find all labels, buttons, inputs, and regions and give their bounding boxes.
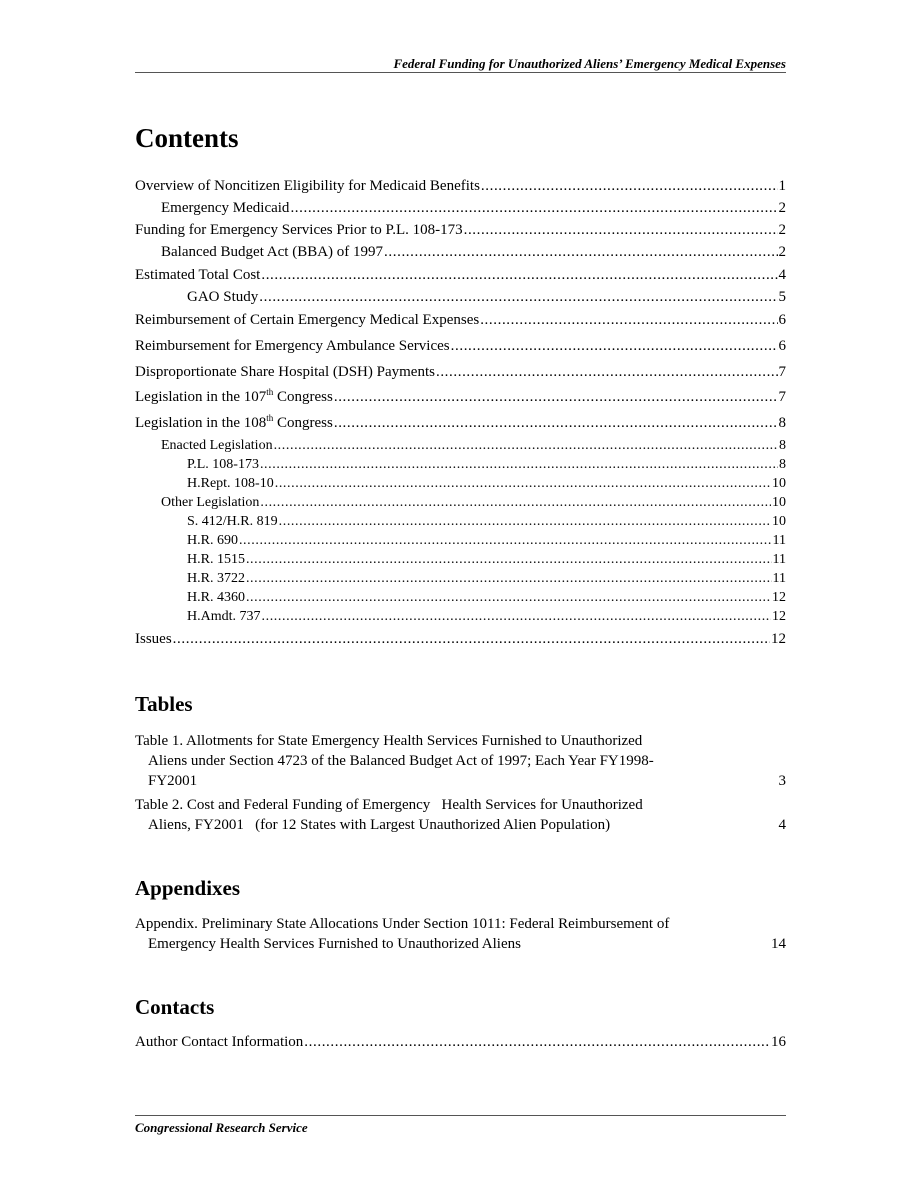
toc-entry-balanced-budget-act[interactable] — [135, 243, 786, 261]
toc-label: FY2001 — [148, 773, 198, 789]
toc-label: P.L. 108-173 — [187, 457, 259, 472]
toc-label-line: Table 2. Cost and Federal Funding of Emergency Health Services for Unauthorized — [135, 797, 643, 813]
toc-label: Estimated Total Cost — [135, 267, 261, 283]
toc-entry-reimbursement-ambulance[interactable] — [135, 337, 786, 355]
toc-page-number: 12 — [771, 631, 786, 647]
contacts-title: Contacts — [135, 995, 215, 1019]
toc-entry-hr-690[interactable] — [135, 532, 786, 550]
toc-leader — [275, 475, 771, 493]
toc-label: Aliens, FY2001 (for 12 States with Largest Unauthorized Alien Population) — [148, 817, 611, 833]
toc-label: H.R. 1515 — [187, 552, 245, 567]
toc-leader — [261, 266, 777, 284]
toc-leader — [246, 570, 772, 588]
toc-label: S. 412/H.R. 819 — [187, 514, 278, 529]
toc-page-number: 11 — [772, 533, 786, 548]
toc-entry-s-412-hr-819[interactable] — [135, 513, 786, 531]
toc-leader — [480, 311, 777, 329]
toc-page-number: 16 — [771, 1034, 786, 1050]
toc-leader — [334, 388, 778, 406]
toc-label-text: Legislation in the 108 — [135, 415, 267, 431]
toc-label-text: Legislation in the 107 — [135, 389, 267, 405]
toc-label: H.R. 690 — [187, 533, 238, 548]
header-rule — [135, 72, 786, 73]
toc-entry-legislation-108th[interactable] — [135, 414, 786, 432]
toc-page-number: 1 — [778, 178, 786, 194]
toc-page-number: 8 — [778, 415, 786, 431]
toc-label: GAO Study — [187, 289, 259, 305]
toc-leader — [259, 288, 777, 306]
toc-entry-emergency-medicaid[interactable] — [135, 199, 786, 217]
toc-label: Emergency Medicaid — [161, 200, 290, 216]
toc-label: Disproportionate Share Hospital (DSH) Payments — [135, 364, 435, 380]
toc-leader — [464, 221, 778, 239]
toc-entry-dsh-payments[interactable] — [135, 363, 786, 381]
running-header: Federal Funding for Unauthorized Aliens’ Emergency Medical Expenses — [393, 56, 786, 71]
toc-entry-other-legislation[interactable] — [135, 494, 786, 512]
toc-leader — [246, 551, 772, 569]
toc-entry-pl-108-173[interactable] — [135, 456, 786, 474]
toc-leader — [260, 494, 771, 512]
toc-page-number: 7 — [778, 364, 786, 380]
toc-entry-issues[interactable] — [135, 630, 786, 648]
toc-page-number: 3 — [778, 773, 786, 789]
toc-leader-row — [135, 934, 786, 954]
toc-label: H.R. 4360 — [187, 590, 245, 605]
toc-page-number: 2 — [778, 222, 786, 238]
toc-label-line: Table 1. Allotments for State Emergency Health Services Furnished to Unauthorized — [135, 733, 643, 749]
toc-leader — [451, 337, 778, 355]
toc-leader — [384, 243, 777, 261]
tables-title: Tables — [135, 692, 193, 716]
toc-leader — [290, 199, 777, 217]
toc-entry-overview-noncitizen-eligibility[interactable] — [135, 177, 786, 195]
toc-entry-hr-3722[interactable] — [135, 570, 786, 588]
toc-leader — [304, 1033, 770, 1051]
toc-entry-appendix[interactable] — [135, 914, 786, 954]
toc-leader — [274, 437, 778, 455]
toc-entry-gao-study[interactable] — [135, 288, 786, 306]
appendixes-title: Appendixes — [135, 876, 241, 900]
toc-leader — [239, 532, 772, 550]
toc-entry-reimbursement-emergency-medical[interactable] — [135, 311, 786, 329]
toc-page-number: 6 — [778, 338, 786, 354]
toc-entry-hr-1515[interactable] — [135, 551, 786, 569]
toc-label-line: Appendix. Preliminary State Allocations Under Section 1011: Federal Reimbursement of — [135, 916, 670, 932]
toc-entry-hr-4360[interactable] — [135, 589, 786, 607]
toc-label: H.R. 3722 — [187, 571, 245, 586]
ordinal-superscript: th — [266, 387, 274, 397]
toc-label: Other Legislation — [161, 495, 260, 510]
toc-page-number: 8 — [779, 457, 786, 472]
toc-page-number: 12 — [772, 609, 786, 624]
toc-label: H.Rept. 108-10 — [187, 476, 274, 491]
toc-label-line: Aliens under Section 4723 of the Balanced Budget Act of 1997; Each Year FY1998- — [148, 753, 654, 769]
toc-leader — [246, 589, 771, 607]
toc-label: Author Contact Information — [135, 1034, 304, 1050]
toc-label: H.Amdt. 737 — [187, 609, 261, 624]
toc-page-number: 10 — [772, 514, 786, 529]
toc-entry-table-1[interactable] — [135, 731, 786, 791]
toc-label-text: Congress — [273, 389, 333, 405]
toc-leader-row — [135, 815, 786, 835]
toc-label: Overview of Noncitizen Eligibility for Medicaid Benefits — [135, 178, 480, 194]
toc-label: Reimbursement of Certain Emergency Medical Expenses — [135, 312, 480, 328]
toc-leader — [262, 608, 772, 626]
toc-label: Reimbursement for Emergency Ambulance Services — [135, 338, 450, 354]
ordinal-superscript: th — [266, 413, 274, 423]
toc-entry-hrept-108-10[interactable] — [135, 475, 786, 493]
toc-leader — [436, 363, 778, 381]
toc-entry-author-contact[interactable] — [135, 1033, 786, 1051]
toc-leader — [260, 456, 778, 474]
toc-leader-row — [135, 771, 786, 791]
toc-leader — [481, 177, 778, 195]
toc-page-number: 10 — [772, 476, 786, 491]
toc-page-number: 11 — [772, 552, 786, 567]
toc-entry-estimated-total-cost[interactable] — [135, 266, 786, 284]
toc-page-number: 11 — [772, 571, 786, 586]
contents-title: Contents — [135, 123, 239, 153]
toc-label-text: Congress — [273, 415, 333, 431]
toc-entry-enacted-legislation[interactable] — [135, 437, 786, 455]
toc-entry-funding-emergency-services[interactable] — [135, 221, 786, 239]
toc-label: Balanced Budget Act (BBA) of 1997 — [161, 244, 384, 260]
running-footer: Congressional Research Service — [135, 1120, 308, 1135]
toc-label — [135, 414, 334, 432]
toc-page-number: 14 — [771, 936, 786, 952]
toc-label: Issues — [135, 631, 172, 647]
toc-page-number: 4 — [778, 817, 786, 833]
toc-label: Enacted Legislation — [161, 438, 273, 453]
toc-label: Emergency Health Services Furnished to Unauthorized Aliens — [148, 936, 521, 952]
toc-page-number: 6 — [778, 312, 786, 328]
toc-leader — [173, 630, 770, 648]
toc-label — [135, 388, 334, 406]
toc-page-number: 4 — [778, 267, 786, 283]
toc-page-number: 7 — [778, 389, 786, 405]
toc-page-number: 5 — [778, 289, 786, 305]
toc-entry-legislation-107th[interactable] — [135, 388, 786, 406]
toc-leader — [334, 414, 778, 432]
toc-page-number: 2 — [778, 200, 786, 216]
toc-page-number: 2 — [778, 244, 786, 260]
toc-label: Funding for Emergency Services Prior to P.L. 108-173 — [135, 222, 463, 238]
footer-rule — [135, 1115, 786, 1116]
toc-page-number: 8 — [779, 438, 786, 453]
toc-entry-hamdt-737[interactable] — [135, 608, 786, 626]
toc-page-number: 12 — [772, 590, 786, 605]
toc-leader — [279, 513, 771, 531]
toc-page-number: 10 — [772, 495, 786, 510]
toc-entry-table-2[interactable] — [135, 795, 786, 835]
